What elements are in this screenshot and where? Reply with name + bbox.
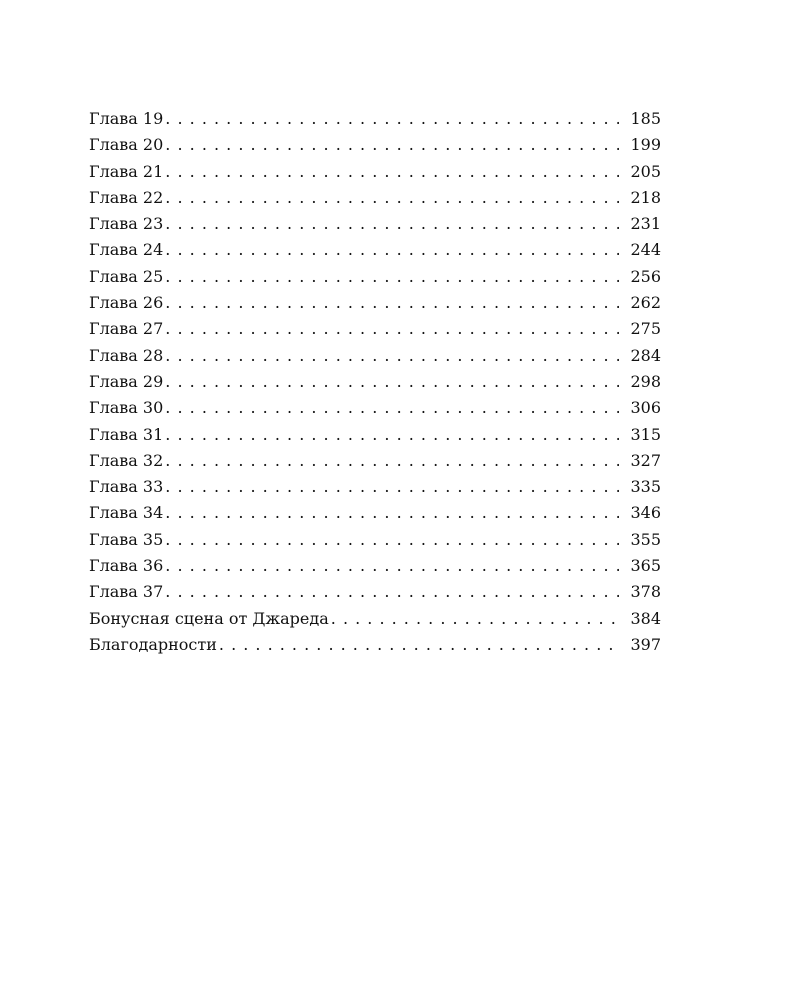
toc-entry	[89, 211, 661, 237]
toc-entry	[89, 422, 661, 448]
dot-leader	[165, 553, 619, 579]
toc-entry-title: Глава 31	[89, 424, 164, 444]
toc-entry-title: Глава 33	[89, 477, 164, 497]
toc-entry-page-number: 231	[630, 214, 661, 234]
toc-entry-page-number: 256	[630, 266, 661, 286]
toc-entry-page-number: 355	[630, 529, 661, 549]
toc-entry	[89, 553, 661, 579]
toc-entry-page-number: 218	[630, 187, 661, 207]
toc-entry-title: Глава 20	[89, 135, 164, 155]
toc-entry-page-number: 205	[630, 161, 661, 181]
toc-entry-page-number: 335	[630, 477, 661, 497]
table-of-contents	[89, 106, 661, 658]
dot-leader	[165, 474, 619, 500]
toc-entry	[89, 343, 661, 369]
dot-leader	[165, 343, 619, 369]
toc-entry	[89, 527, 661, 553]
toc-entry	[89, 106, 661, 132]
toc-entry	[89, 474, 661, 500]
toc-entry	[89, 132, 661, 158]
dot-leader	[165, 264, 619, 290]
dot-leader	[165, 500, 619, 526]
toc-entry-page-number: 327	[630, 450, 661, 470]
dot-leader	[219, 632, 619, 658]
toc-entry-page-number: 306	[630, 398, 661, 418]
toc-entry-title: Благодарности	[89, 634, 217, 654]
toc-entry	[89, 264, 661, 290]
dot-leader	[165, 211, 619, 237]
toc-entry-page-number: 275	[630, 319, 661, 339]
toc-entry	[89, 159, 661, 185]
toc-entry	[89, 237, 661, 263]
toc-entry	[89, 316, 661, 342]
toc-entry	[89, 606, 661, 632]
toc-entry-title: Глава 34	[89, 503, 164, 523]
toc-entry	[89, 290, 661, 316]
toc-entry-page-number: 397	[630, 634, 661, 654]
toc-entry-title: Глава 28	[89, 345, 164, 365]
toc-entry-title: Глава 23	[89, 214, 164, 234]
dot-leader	[165, 579, 619, 605]
toc-entry	[89, 185, 661, 211]
dot-leader	[165, 106, 619, 132]
dot-leader	[165, 132, 619, 158]
toc-entry-title: Бонусная сцена от Джареда	[89, 608, 329, 628]
dot-leader	[165, 527, 619, 553]
dot-leader	[165, 290, 619, 316]
toc-entry-title: Глава 25	[89, 266, 164, 286]
dot-leader	[165, 448, 619, 474]
toc-entry-page-number: 199	[630, 135, 661, 155]
toc-entry-page-number: 346	[630, 503, 661, 523]
dot-leader	[165, 237, 619, 263]
toc-entry	[89, 395, 661, 421]
toc-entry	[89, 369, 661, 395]
toc-entry-title: Глава 22	[89, 187, 164, 207]
toc-entry-title: Глава 26	[89, 293, 164, 313]
dot-leader	[165, 185, 619, 211]
dot-leader	[165, 422, 619, 448]
dot-leader	[165, 395, 619, 421]
toc-entry-title: Глава 27	[89, 319, 164, 339]
dot-leader	[165, 159, 619, 185]
toc-entry-title: Глава 37	[89, 582, 164, 602]
toc-entry-page-number: 378	[630, 582, 661, 602]
toc-entry-title: Глава 19	[89, 109, 164, 128]
toc-entry-title: Глава 36	[89, 556, 164, 576]
toc-entry	[89, 500, 661, 526]
toc-entry-page-number: 244	[630, 240, 661, 260]
toc-entry-page-number: 284	[630, 345, 661, 365]
toc-entry-title: Глава 35	[89, 529, 164, 549]
toc-entry-page-number: 384	[630, 608, 661, 628]
dot-leader	[165, 369, 619, 395]
toc-entry-page-number: 185	[630, 109, 661, 128]
dot-leader	[331, 606, 619, 632]
toc-entry	[89, 632, 661, 658]
toc-entry-page-number: 365	[630, 556, 661, 576]
toc-entry-title: Глава 29	[89, 371, 164, 391]
toc-entry	[89, 579, 661, 605]
toc-entry-page-number: 298	[630, 371, 661, 391]
toc-entry-page-number: 315	[630, 424, 661, 444]
toc-entry-page-number: 262	[630, 293, 661, 313]
toc-entry-title: Глава 32	[89, 450, 164, 470]
toc-entry-title: Глава 30	[89, 398, 164, 418]
toc-entry	[89, 448, 661, 474]
dot-leader	[165, 316, 619, 342]
toc-entry-title: Глава 21	[89, 161, 164, 181]
toc-entry-title: Глава 24	[89, 240, 164, 260]
